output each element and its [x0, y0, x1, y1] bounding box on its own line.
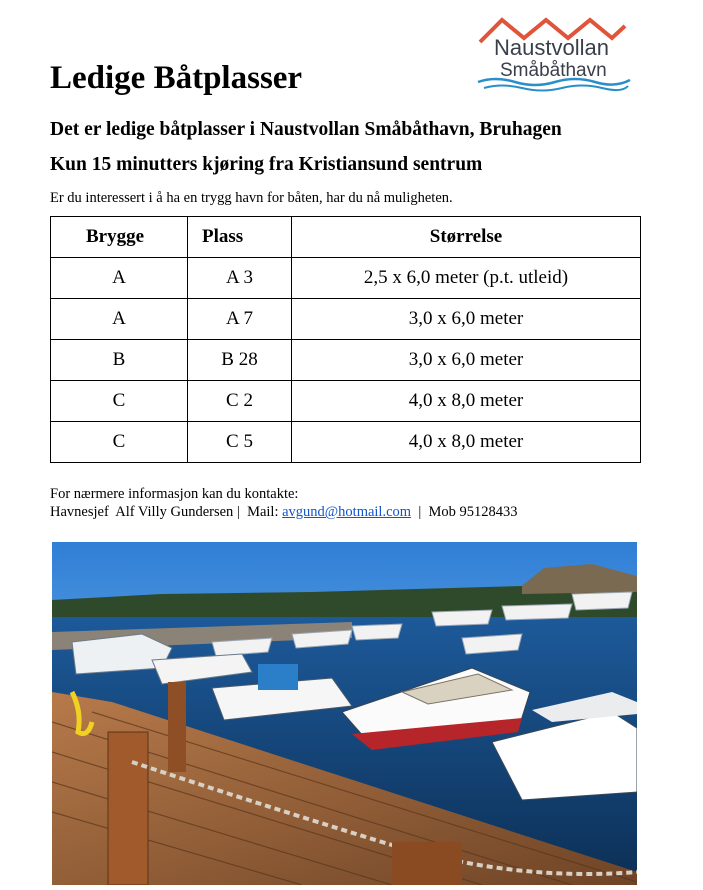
available-slips-table: [50, 216, 641, 463]
header-plass: Plass: [188, 217, 292, 258]
cell-brygge: C: [51, 381, 188, 422]
cell-storrelse: 2,5 x 6,0 meter (p.t. utleid): [292, 258, 641, 299]
subtitle-distance: Kun 15 minutters kjøring fra Kristiansund sentrum: [50, 154, 483, 175]
table-row: [51, 299, 641, 340]
table-row: [51, 258, 641, 299]
cell-plass: A 7: [188, 299, 292, 340]
cell-brygge: B: [51, 340, 188, 381]
harbor-photo-graphic: [52, 542, 637, 885]
cell-storrelse: 3,0 x 6,0 meter: [292, 299, 641, 340]
page-title: Ledige Båtplasser: [50, 60, 303, 96]
contact-intro: For nærmere informasjon kan du kontakte:: [50, 486, 299, 502]
subtitle-location: Det er ledige båtplasser i Naustvollan Småbåthavn, Bruhagen: [50, 119, 562, 140]
cell-plass: C 2: [188, 381, 292, 422]
cell-storrelse: 4,0 x 8,0 meter: [292, 381, 641, 422]
cell-plass: C 5: [188, 422, 292, 463]
table-header-row: [51, 217, 641, 258]
cell-plass: A 3: [188, 258, 292, 299]
harbor-photo: [52, 542, 637, 885]
logo-line2: Småbåthavn: [500, 60, 607, 81]
table-row: [51, 422, 641, 463]
cell-brygge: C: [51, 422, 188, 463]
cell-storrelse: 4,0 x 8,0 meter: [292, 422, 641, 463]
header-storrelse: Størrelse: [292, 217, 641, 258]
table-row: [51, 340, 641, 381]
table-row: [51, 381, 641, 422]
logo-line1: Naustvollan: [494, 35, 609, 60]
logo: [470, 14, 640, 94]
contact-line: [50, 504, 517, 521]
cell-brygge: A: [51, 258, 188, 299]
contact-person: Havnesjef Alf Villy Gundersen | Mail:: [50, 504, 283, 520]
email-link[interactable]: avgund@hotmail.com: [282, 504, 412, 520]
cell-brygge: A: [51, 299, 188, 340]
cell-plass: B 28: [188, 340, 292, 381]
contact-phone: | Mob 95128433: [411, 504, 518, 520]
cell-storrelse: 3,0 x 6,0 meter: [292, 340, 641, 381]
header-brygge: Brygge: [51, 217, 188, 258]
intro-text: Er du interessert i å ha en trygg havn for båten, har du nå muligheten.: [50, 190, 453, 206]
